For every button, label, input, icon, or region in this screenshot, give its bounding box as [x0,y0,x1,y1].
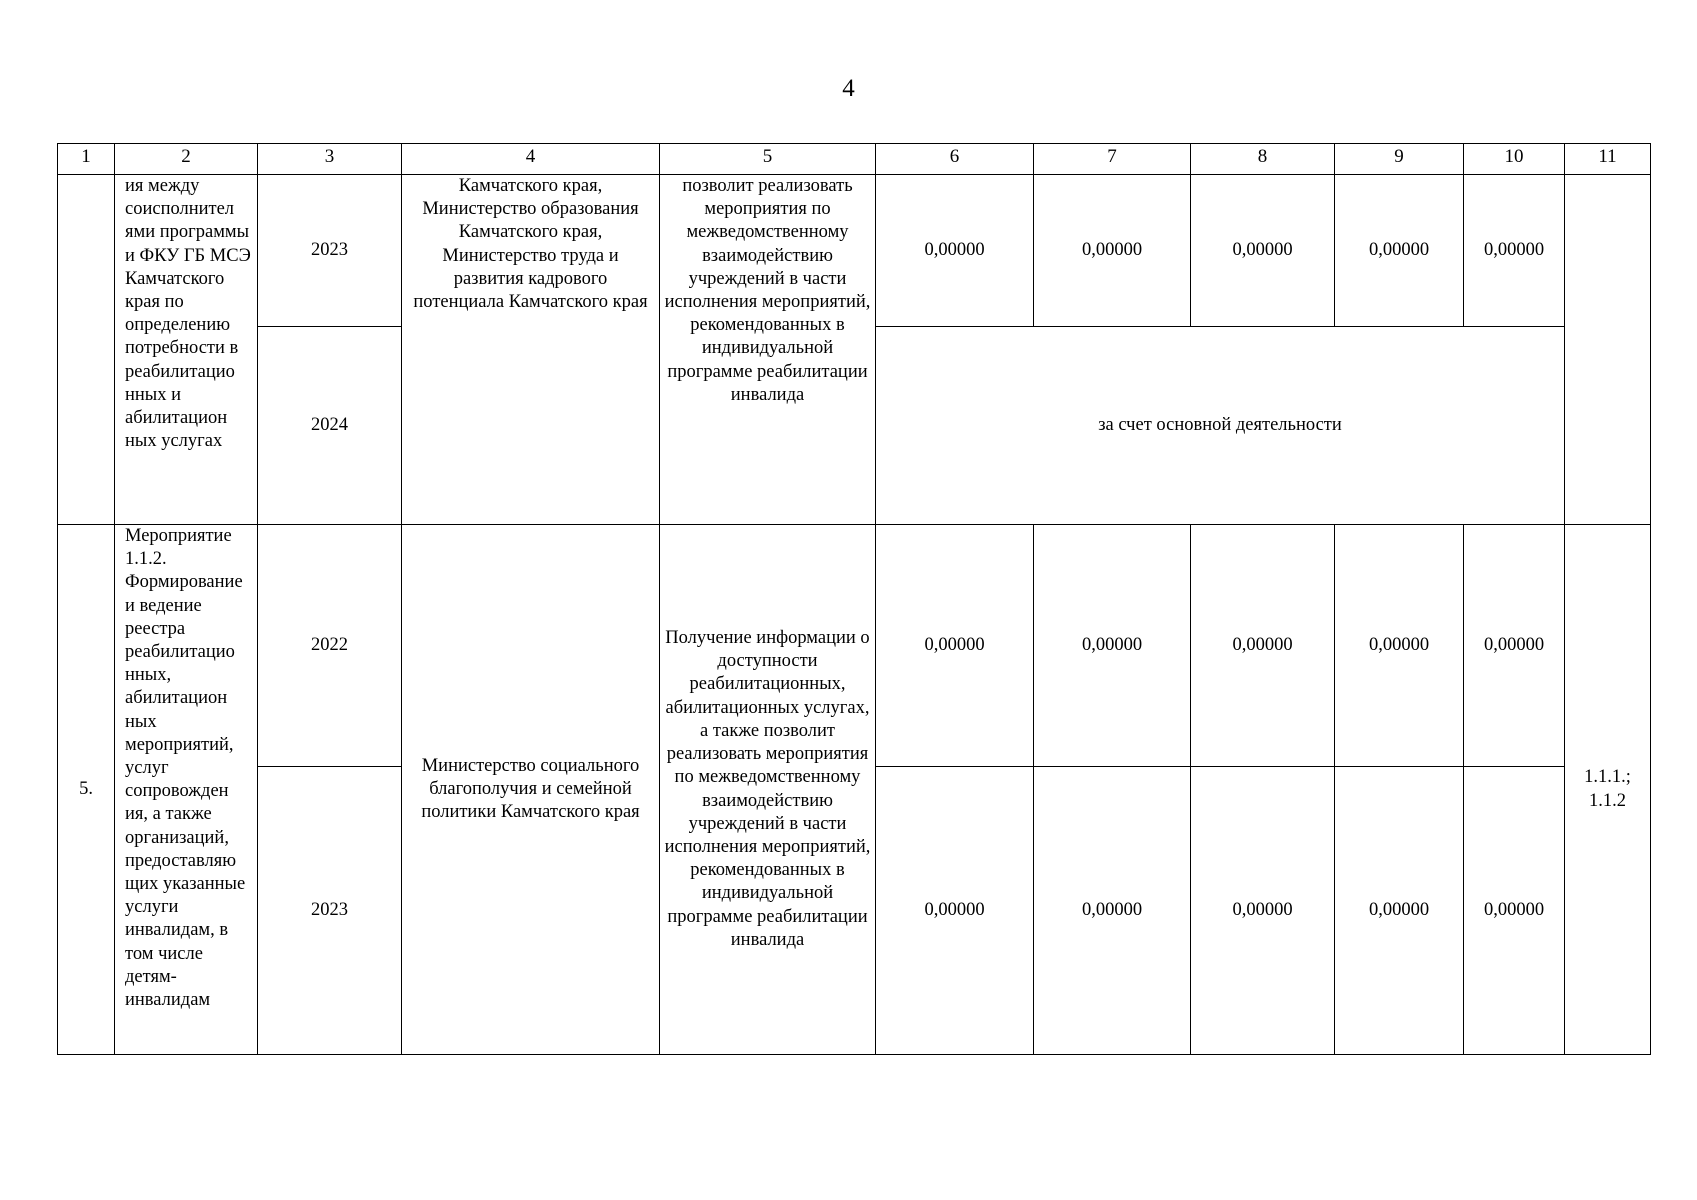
value-cell-col7: 0,00000 [1034,767,1191,1055]
column-header-1: 1 [58,144,115,175]
year-cell: 2022 [258,525,402,767]
year-cell: 2023 [258,767,402,1055]
column-number-header-row [58,144,1651,175]
activity-name-cell: Мероприятие 1.1.2. Формирование и ведение реестра реабилитацио нных, абилитацион ных мероприятий, услуг сопровожден ия, а также организаций, предоставляю щих указанные услуги инвалидам, в том числе детям-инвалидам [115,525,258,1055]
column-header-10: 10 [1464,144,1565,175]
expected-result-cell [660,525,876,1055]
value-cell-col6: 0,00000 [876,767,1034,1055]
value-cell-col8: 0,00000 [1191,767,1335,1055]
value-cell-col9: 0,00000 [1335,525,1464,767]
activity-name-cell: ия между соисполнител ями программы и ФКУ ГБ МСЭ Камчатского края по определению потребности в реабилитацио нных и абилитацион ных услугах [115,175,258,525]
row-number-cell: 5. [58,525,115,1055]
table-row [58,175,1651,327]
year-cell: 2024 [258,327,402,525]
column-header-5: 5 [660,144,876,175]
responsible-executor-cell [402,175,660,525]
value-cell-col7: 0,00000 [1034,525,1191,767]
program-activities-table [57,143,1651,1055]
column-header-2: 2 [115,144,258,175]
column-header-11: 11 [1565,144,1651,175]
funding-note-cell: за счет основной деятельности [876,327,1565,525]
expected-result-text: позволит реализовать мероприятия по межведомственному взаимодействию учреждений в части исполнения мероприятий, рекомендованных в индивидуальной программе реабилитации инвалида [664,176,871,405]
table-row [58,525,1651,767]
column-header-6: 6 [876,144,1034,175]
column-header-8: 8 [1191,144,1335,175]
responsible-executor-text: Министерство социального благополучия и семейной политики Камчатского края [421,755,640,823]
expected-result-text: Получение информации о доступности реабилитационных, абилитационных услугах, а также позволит реализовать мероприятия по межведомственному взаимодействию учреждений в части исполнения мероприятий, рекомендованных в индивидуальной программе реабилитации инвалида [664,628,871,950]
responsible-executor-cell [402,525,660,1055]
row-number-cell [58,175,115,525]
page-number: 4 [842,75,855,102]
value-cell-col9: 0,00000 [1335,175,1464,327]
column-header-3: 3 [258,144,402,175]
value-cell-col10: 0,00000 [1464,525,1565,767]
value-cell-col9: 0,00000 [1335,767,1464,1055]
responsible-executor-text: Камчатского края, Министерство образования Камчатского края, Министерство труда и развития кадрового потенциала Камчатского края [413,176,648,313]
indicator-link-cell [1565,175,1651,525]
value-cell-col10: 0,00000 [1464,175,1565,327]
year-cell: 2023 [258,175,402,327]
value-cell-col7: 0,00000 [1034,175,1191,327]
value-cell-col8: 0,00000 [1191,525,1335,767]
value-cell-col6: 0,00000 [876,525,1034,767]
indicator-link-cell: 1.1.1.; 1.1.2 [1565,525,1651,1055]
expected-result-cell [660,175,876,525]
value-cell-col8: 0,00000 [1191,175,1335,327]
value-cell-col6: 0,00000 [876,175,1034,327]
column-header-4: 4 [402,144,660,175]
column-header-7: 7 [1034,144,1191,175]
column-header-9: 9 [1335,144,1464,175]
value-cell-col10: 0,00000 [1464,767,1565,1055]
